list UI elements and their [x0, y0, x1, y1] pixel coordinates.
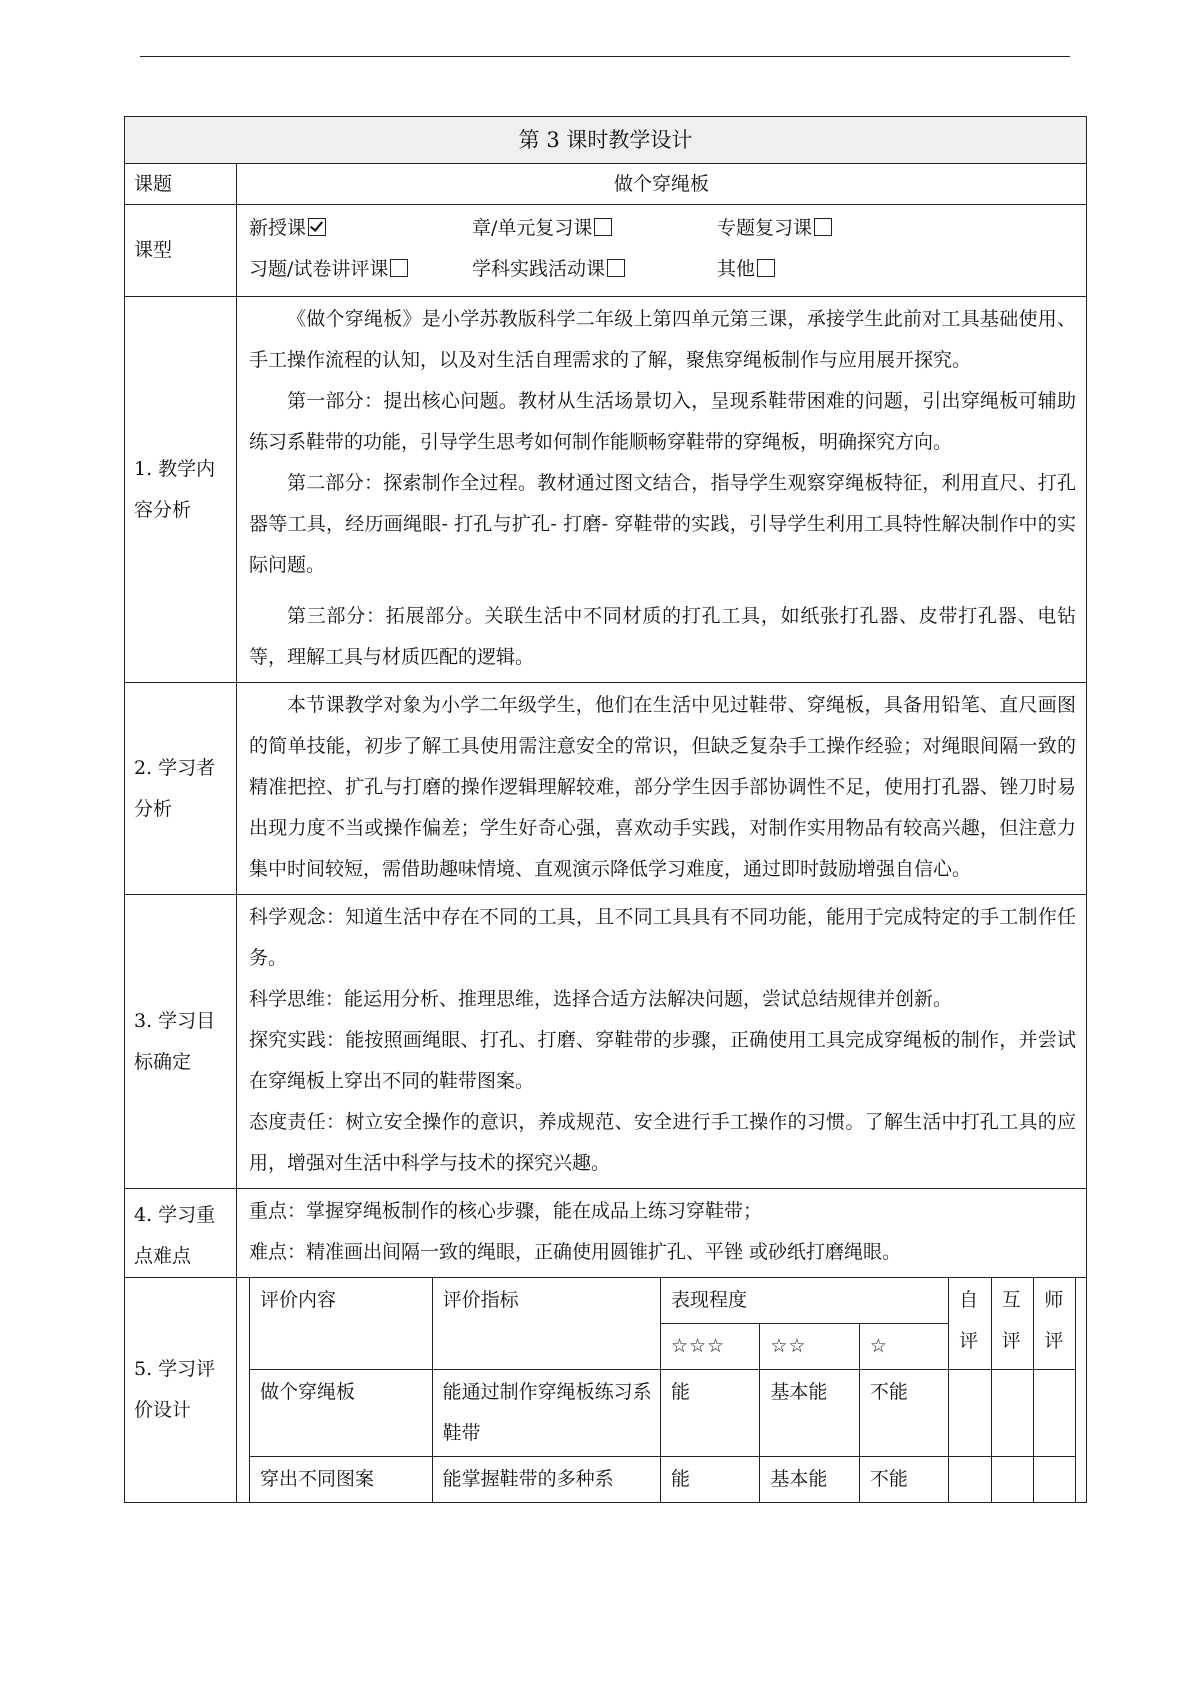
- goal-item: 探究实践：能按照画绳眼、打孔、打磨、穿鞋带的步骤，正确使用工具完成穿绳板的制作，并尝试在穿绳板上穿出不同的鞋带图案。: [249, 1029, 1076, 1092]
- peer-score-cell[interactable]: [991, 1457, 1034, 1503]
- goal-item: 态度责任：树立安全操作的意识，养成规范、安全进行手工操作的习惯。了解生活中打孔工具的应用，增强对生活中科学与技术的探究兴趣。: [249, 1111, 1076, 1174]
- checkbox-checked-icon[interactable]: [308, 218, 326, 236]
- checkbox-icon[interactable]: [757, 259, 775, 277]
- lesson-type-option-unit-review[interactable]: 章/单元复习课: [472, 208, 717, 249]
- lesson-type-option-other[interactable]: 其他: [717, 249, 1017, 290]
- content-paragraph: 第一部分：提出核心问题。教材从生活场景切入，呈现系鞋带困难的问题，引出穿绳板可辅助练习系鞋带的功能，引导学生思考如何制作能顺畅穿鞋带的穿绳板，明确探究方向。: [249, 390, 1076, 453]
- table-row: 做个穿绳板 能通过制作穿绳板练习系鞋带 能 基本能 不能: [250, 1370, 1076, 1457]
- lesson-type-option-exercise[interactable]: 习题/试卷讲评课: [249, 249, 472, 290]
- evaluation-table-cell: [237, 1278, 1087, 1503]
- header-rule: [140, 56, 1070, 57]
- lesson-type-option-practice[interactable]: 学科实践活动课: [472, 249, 717, 290]
- header-stars-1: ☆: [859, 1324, 948, 1370]
- self-score-cell[interactable]: [949, 1457, 992, 1503]
- content-paragraph: 第二部分：探索制作全过程。教材通过图文结合，指导学生观察穿绳板特征，利用直尺、打孔器等工具，经历画绳眼- 打孔与扩孔- 打磨- 穿鞋带的实践，引导学生利用工具特性解决制作中的实际问题。: [249, 472, 1076, 576]
- section4-label: 4. 学习重 点难点: [125, 1189, 237, 1278]
- lesson-type-options: [237, 205, 1087, 297]
- checkbox-icon[interactable]: [607, 259, 625, 277]
- header-level: 表现程度: [660, 1278, 948, 1324]
- lesson-type-option-new[interactable]: 新授课: [249, 208, 472, 249]
- header-teacher: 师 评: [1034, 1278, 1076, 1370]
- lesson-type-option-topic-review[interactable]: 专题复习课: [717, 208, 1017, 249]
- header-stars-2: ☆☆: [760, 1324, 859, 1370]
- peer-score-cell[interactable]: [991, 1370, 1034, 1457]
- header-content: 评价内容: [250, 1278, 433, 1370]
- content-paragraph: 第三部分：拓展部分。关联生活中不同材质的打孔工具，如纸张打孔器、皮带打孔器、电钻等，理解工具与材质匹配的逻辑。: [249, 605, 1076, 668]
- lesson-type-label: 课型: [125, 205, 237, 297]
- section5-label: 5. 学习评 价设计: [125, 1278, 237, 1503]
- header-indicator: 评价指标: [432, 1278, 660, 1370]
- goal-item: 科学观念：知道生活中存在不同的工具，且不同工具具有不同功能，能用于完成特定的手工制作任务。: [249, 906, 1076, 969]
- section3-content: [237, 895, 1087, 1189]
- learner-paragraph: 本节课教学对象为小学二年级学生，他们在生活中见过鞋带、穿绳板，具备用铅笔、直尺画图的简单技能，初步了解工具使用需注意安全的常识，但缺乏复杂手工操作经验；对绳眼间隔一致的精准把控、扩孔与打磨的操作逻辑理解较难，部分学生因手部协调性不足，使用打孔器、锉刀时易出现力度不当或操作偏差；学生好奇心强，喜欢动手实践，对制作实用物品有较高兴趣，但注意力集中时间较短，需借助趣味情境、直观演示降低学习难度，通过即时鼓励增强自信心。: [249, 694, 1076, 880]
- table-row: 穿出不同图案 能掌握鞋带的多种系 能 基本能 不能: [250, 1457, 1076, 1503]
- header-stars-3: ☆☆☆: [660, 1324, 759, 1370]
- section1-content: [237, 297, 1087, 683]
- difficulty-point: 难点：精准画出间隔一致的绳眼，正确使用圆锥扩孔、平锉 或砂纸打磨绳眼。: [249, 1241, 902, 1263]
- checkbox-icon[interactable]: [814, 218, 832, 236]
- section2-content: [237, 683, 1087, 895]
- topic-label: 课题: [125, 164, 237, 205]
- section2-label: 2. 学习者 分析: [125, 683, 237, 895]
- section1-label: 1. 教学内 容分析: [125, 297, 237, 683]
- teacher-score-cell[interactable]: [1034, 1457, 1076, 1503]
- teacher-score-cell[interactable]: [1034, 1370, 1076, 1457]
- content-paragraph: 《做个穿绳板》是小学苏教版科学二年级上第四单元第三课，承接学生此前对工具基础使用、手工操作流程的认知，以及对生活自理需求的了解，聚焦穿绳板制作与应用展开探究。: [249, 308, 1076, 371]
- checkbox-icon[interactable]: [594, 218, 612, 236]
- checkbox-icon[interactable]: [390, 259, 408, 277]
- header-self: 自 评: [949, 1278, 992, 1370]
- section3-label: 3. 学习目 标确定: [125, 895, 237, 1189]
- header-peer: 互 评: [991, 1278, 1034, 1370]
- section4-content: [237, 1189, 1087, 1278]
- self-score-cell[interactable]: [949, 1370, 992, 1457]
- goal-item: 科学思维：能运用分析、推理思维，选择合适方法解决问题，尝试总结规律并创新。: [249, 988, 953, 1010]
- page-title: 第 3 课时教学设计: [125, 117, 1087, 164]
- key-point: 重点：掌握穿绳板制作的核心步骤，能在成品上练习穿鞋带；: [249, 1200, 763, 1222]
- evaluation-table: [249, 1278, 1076, 1502]
- topic-value: 做个穿绳板: [237, 164, 1087, 205]
- lesson-design-table: [124, 116, 1087, 1503]
